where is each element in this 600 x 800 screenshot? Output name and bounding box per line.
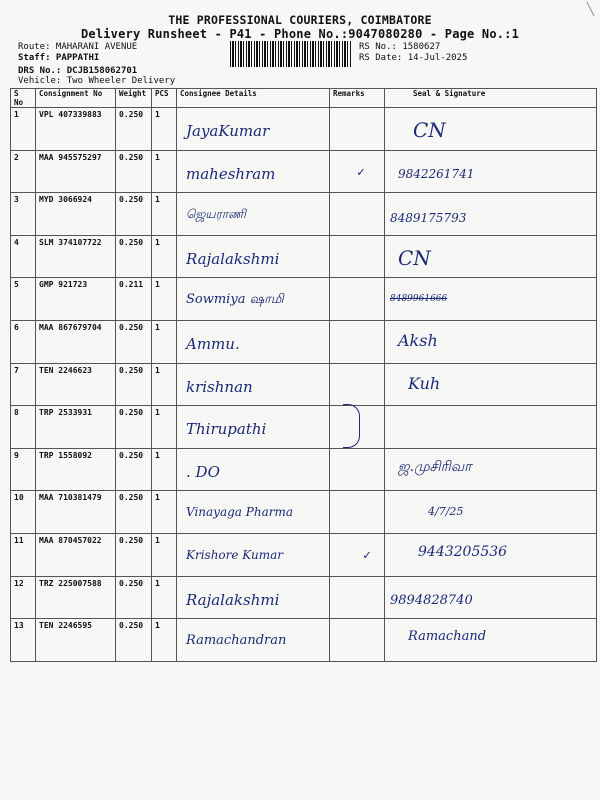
signature-mark: Kuh — [408, 373, 441, 393]
cell-consignment: TEN 2246623 — [36, 363, 116, 406]
cell-sno: 6 — [11, 320, 36, 363]
cell-remarks — [330, 533, 385, 576]
cell-consignee — [177, 491, 330, 534]
consignee-handwriting: Ramachandran — [186, 633, 287, 649]
cell-pcs: 1 — [152, 193, 177, 236]
table-row — [11, 320, 597, 363]
signature-mark: Ramachand — [408, 629, 487, 645]
cell-signature — [385, 406, 597, 449]
col-header-remarks: Remarks — [330, 89, 385, 108]
cell-pcs: 1 — [152, 619, 177, 662]
cell-sno: 7 — [11, 363, 36, 406]
cell-weight: 0.250 — [116, 619, 152, 662]
cell-consignment: GMP 921723 — [36, 278, 116, 321]
table-row — [11, 533, 597, 576]
cell-consignee — [177, 363, 330, 406]
cell-consignment: MAA 710381479 — [36, 491, 116, 534]
cell-consignment: MYD 3066924 — [36, 193, 116, 236]
cell-remarks — [330, 576, 385, 619]
table-row — [11, 193, 597, 236]
cell-consignee — [177, 448, 330, 491]
cell-consignment: TRZ 225007588 — [36, 576, 116, 619]
cell-consignee — [177, 235, 330, 278]
barcode-image — [230, 41, 352, 67]
cell-sno: 3 — [11, 193, 36, 236]
table-row — [11, 278, 597, 321]
cell-signature — [385, 619, 597, 662]
table-row — [11, 150, 597, 193]
cell-sno: 9 — [11, 448, 36, 491]
cell-consignee — [177, 576, 330, 619]
cell-consignment: VPL 407339883 — [36, 108, 116, 151]
cell-consignee — [177, 619, 330, 662]
cell-weight: 0.250 — [116, 108, 152, 151]
consignee-handwriting: Rajalakshmi — [186, 249, 280, 268]
cell-consignment: TEN 2246595 — [36, 619, 116, 662]
consignee-handwriting: maheshram — [186, 164, 276, 183]
cell-sno: 8 — [11, 406, 36, 449]
cell-remarks — [330, 320, 385, 363]
cell-pcs: 1 — [152, 406, 177, 449]
cell-consignment: MAA 867679704 — [36, 320, 116, 363]
cell-consignee — [177, 193, 330, 236]
consignee-handwriting: krishnan — [186, 377, 253, 396]
drs-number: DRS No.: DCJB158062701 — [18, 66, 138, 76]
cell-consignment: SLM 374107722 — [36, 235, 116, 278]
runsheet-title: Delivery Runsheet - P41 - Phone No.:9047080280 - Page No.:1 — [80, 27, 520, 41]
cell-pcs: 1 — [152, 576, 177, 619]
bracket-mark — [343, 404, 360, 448]
cell-consignment: MAA 945575297 — [36, 150, 116, 193]
col-header-consignee: Consignee Details — [177, 89, 330, 108]
cell-signature — [385, 320, 597, 363]
cell-remarks — [330, 448, 385, 491]
cell-remarks — [330, 108, 385, 151]
cell-signature — [385, 533, 597, 576]
col-header-weight: Weight — [116, 89, 152, 108]
table-row — [11, 491, 597, 534]
cell-weight: 0.250 — [116, 363, 152, 406]
signature-mark: ஜ.முசிரிவா — [398, 458, 472, 475]
consignee-handwriting: JayaKumar — [186, 122, 270, 140]
cell-sno: 13 — [11, 619, 36, 662]
consignee-handwriting: Thirupathi — [186, 420, 267, 439]
cell-pcs: 1 — [152, 448, 177, 491]
cell-pcs: 1 — [152, 533, 177, 576]
cell-consignment: MAA 870457022 — [36, 533, 116, 576]
consignee-handwriting: . DO — [186, 462, 220, 481]
route-label: Route: MAHARANI AVENUE — [18, 42, 138, 52]
cell-weight: 0.211 — [116, 278, 152, 321]
table-row — [11, 576, 597, 619]
runsheet-table — [10, 88, 597, 662]
cell-pcs: 1 — [152, 150, 177, 193]
signature-mark: 8489961666 — [390, 294, 448, 305]
cell-sno: 11 — [11, 533, 36, 576]
cell-consignee — [177, 406, 330, 449]
cell-signature — [385, 193, 597, 236]
signature-mark: 8489175793 — [390, 211, 467, 226]
cell-weight: 0.250 — [116, 406, 152, 449]
table-row — [11, 406, 597, 449]
signature-mark: Aksh — [398, 330, 438, 350]
consignee-handwriting: Krishore Kumar — [186, 547, 284, 562]
cell-weight: 0.250 — [116, 448, 152, 491]
cell-signature — [385, 363, 597, 406]
signature-mark: 9842261741 — [398, 166, 475, 181]
signature-mark: 9443205536 — [418, 543, 508, 560]
col-header-pcs: PCS — [152, 89, 177, 108]
cell-signature — [385, 491, 597, 534]
cell-pcs: 1 — [152, 235, 177, 278]
cell-consignment: TRP 2533931 — [36, 406, 116, 449]
page-corner-mark: ╲ — [586, 2, 594, 16]
staff-label: Staff: PAPPATHI — [18, 53, 100, 63]
cell-pcs: 1 — [152, 320, 177, 363]
rs-number: RS No.: 1580627 — [359, 42, 441, 52]
cell-signature — [385, 235, 597, 278]
cell-consignee — [177, 108, 330, 151]
cell-remarks — [330, 193, 385, 236]
cell-consignment: TRP 1558092 — [36, 448, 116, 491]
cell-remarks — [330, 363, 385, 406]
cell-weight: 0.250 — [116, 320, 152, 363]
signature-mark: CN — [413, 118, 446, 142]
cell-sno: 1 — [11, 108, 36, 151]
col-header-sno: S No — [11, 89, 36, 108]
consignee-handwriting: Ammu. — [186, 334, 240, 353]
vehicle-label: Vehicle: Two Wheeler Delivery — [18, 76, 176, 86]
cell-remarks — [330, 235, 385, 278]
cell-remarks — [330, 278, 385, 321]
cell-remarks — [330, 491, 385, 534]
cell-sno: 10 — [11, 491, 36, 534]
company-title: THE PROFESSIONAL COURIERS, COIMBATORE — [168, 13, 432, 27]
cell-sno: 2 — [11, 150, 36, 193]
col-header-consignment: Consignment No — [36, 89, 116, 108]
cell-pcs: 1 — [152, 491, 177, 534]
col-header-signature: Seal & Signature — [385, 89, 597, 108]
table-row — [11, 108, 597, 151]
cell-weight: 0.250 — [116, 533, 152, 576]
cell-pcs: 1 — [152, 108, 177, 151]
cell-consignee — [177, 320, 330, 363]
cell-signature — [385, 576, 597, 619]
cell-pcs: 1 — [152, 278, 177, 321]
cell-sno: 4 — [11, 235, 36, 278]
consignee-handwriting: Vinayaga Pharma — [186, 505, 293, 520]
consignee-handwriting: Rajalakshmi — [186, 590, 280, 609]
consignee-handwriting: ஜெயராணி — [186, 207, 246, 222]
cell-weight: 0.250 — [116, 235, 152, 278]
signature-mark: 4/7/25 — [428, 505, 464, 519]
cell-weight: 0.250 — [116, 491, 152, 534]
signature-mark: 9894828740 — [390, 592, 473, 608]
consignee-handwriting: Sowmiya ஷாமி — [186, 292, 284, 308]
cell-remarks — [330, 619, 385, 662]
check-mark-icon: ✓ — [363, 547, 371, 563]
check-mark-icon: ✓ — [357, 164, 365, 180]
cell-weight: 0.250 — [116, 576, 152, 619]
table-row — [11, 363, 597, 406]
table-row — [11, 235, 597, 278]
cell-signature — [385, 108, 597, 151]
cell-signature — [385, 150, 597, 193]
cell-pcs: 1 — [152, 363, 177, 406]
table-row — [11, 448, 597, 491]
cell-signature — [385, 278, 597, 321]
cell-consignee — [177, 278, 330, 321]
rs-date: RS Date: 14-Jul-2025 — [359, 53, 468, 63]
cell-consignee — [177, 533, 330, 576]
table-row — [11, 619, 597, 662]
signature-mark: CN — [398, 245, 431, 270]
cell-sno: 5 — [11, 278, 36, 321]
cell-sno: 12 — [11, 576, 36, 619]
cell-remarks — [330, 150, 385, 193]
cell-consignee — [177, 150, 330, 193]
cell-weight: 0.250 — [116, 193, 152, 236]
cell-weight: 0.250 — [116, 150, 152, 193]
cell-signature — [385, 448, 597, 491]
table-header-row — [11, 89, 597, 108]
